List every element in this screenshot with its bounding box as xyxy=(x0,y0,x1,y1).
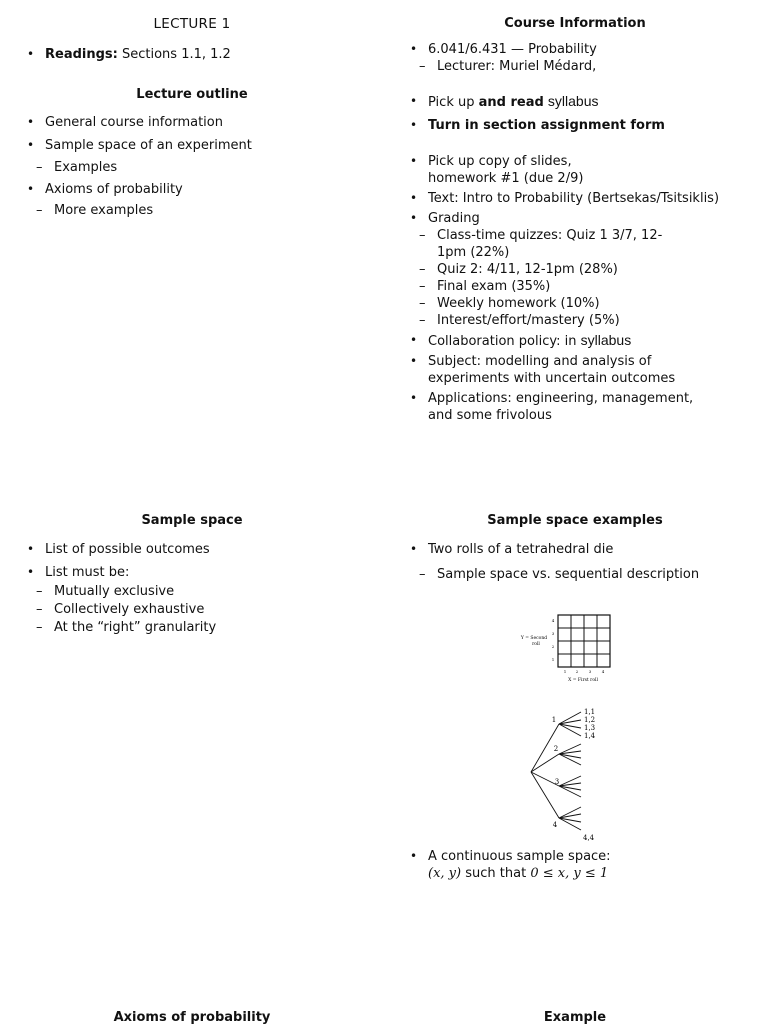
sample-space-item: • List of possible outcomes xyxy=(22,541,362,558)
continuous-inequality: 0 ≤ x, y ≤ 1 xyxy=(530,866,609,881)
subject xyxy=(405,353,745,387)
tree-branches xyxy=(531,712,581,830)
readings-label: Readings: xyxy=(45,47,118,62)
continuous-such-that: such that xyxy=(465,866,527,881)
tree-node-label: 3 xyxy=(554,778,560,786)
subject-line-2: experiments with uncertain outcomes xyxy=(428,371,676,386)
readings-value: Sections 1.1, 1.2 xyxy=(122,47,231,62)
tree-leaf-label: 4,4 xyxy=(583,834,595,842)
outline-subitem: – More examples xyxy=(22,202,362,219)
pickup-syllabus xyxy=(405,93,745,111)
subject-line-1: Subject: modelling and analysis of xyxy=(428,354,652,369)
tree-node-label: 4 xyxy=(552,821,558,829)
grading-item: – Interest/effort/mastery (5%) xyxy=(405,312,745,329)
continuous-line-1: A continuous sample space: xyxy=(428,849,611,864)
sample-space-subitem: – Mutually exclusive xyxy=(22,583,362,600)
outline-item: • General course information xyxy=(22,114,362,131)
example-title: Example xyxy=(543,1010,607,1025)
grid-y-tick: 2 xyxy=(551,644,555,649)
tree-leaf-label: 1,4 xyxy=(584,732,596,740)
collab-syllabus: syllabus xyxy=(580,332,632,348)
pickup-text: Pick up xyxy=(428,95,475,110)
course-title: Course Information xyxy=(504,16,646,31)
applications xyxy=(405,390,745,424)
panel-sample-space xyxy=(22,511,362,636)
collab-text: Collaboration policy: in xyxy=(428,334,577,349)
grading-item: – Weekly homework (10%) xyxy=(405,295,745,312)
grid-x-tick: 1 xyxy=(563,669,567,674)
turn-in-form xyxy=(405,117,745,134)
and-read-text: and read xyxy=(478,95,544,110)
outline-item: • Sample space of an experiment xyxy=(22,137,362,154)
lecturer: – Lecturer: Muriel Médard, xyxy=(405,58,745,75)
grid-y-tick: 3 xyxy=(551,631,555,636)
grading-quiz1: Class-time quizzes: Quiz 1 3/7, 12- xyxy=(437,228,663,243)
grid-x-tick: 3 xyxy=(588,669,592,674)
outline-item: • Axioms of probability xyxy=(22,181,362,198)
tree-leaf-label: 1,3 xyxy=(584,724,596,732)
textbook: • Text: Intro to Probability (Bertsekas/Tsitsiklis) xyxy=(405,190,745,207)
sample-space-subitem: – Collectively exhaustive xyxy=(22,601,362,618)
grading-item: – Quiz 2: 4/11, 12-1pm (28%) xyxy=(405,261,745,278)
examples-item: • Two rolls of a tetrahedral die xyxy=(405,541,745,558)
sample-space-grid-figure xyxy=(405,605,745,685)
readings-item xyxy=(22,46,362,63)
grid-x-tick: 2 xyxy=(575,669,579,674)
tree-node-label: 1 xyxy=(551,716,557,724)
examples-title: Sample space examples xyxy=(487,513,663,528)
lecture-title: LECTURE 1 xyxy=(153,16,231,32)
sample-space-item: • List must be: xyxy=(22,564,362,581)
grading-quiz1-pct: 1pm (22%) xyxy=(437,245,510,260)
tree-node-label: 2 xyxy=(553,745,559,753)
continuous-xy: (x, y) xyxy=(428,866,462,881)
sequential-tree-figure xyxy=(405,705,745,845)
pickup-slides xyxy=(405,153,745,187)
collaboration-policy xyxy=(405,332,745,350)
grading-item: – Final exam (35%) xyxy=(405,278,745,295)
panel-lecture-1 xyxy=(22,14,362,219)
panel-course-information xyxy=(405,14,745,424)
grid-x-label: X = First roll xyxy=(568,678,598,683)
tree-leaf-label: 1,2 xyxy=(584,716,596,724)
outline-subitem: – Examples xyxy=(22,159,362,176)
grid-y-label-2: roll xyxy=(532,642,540,647)
grading: • Grading xyxy=(405,210,745,227)
syllabus-text: syllabus xyxy=(547,93,599,109)
apps-line-1: Applications: engineering, management, xyxy=(428,391,694,406)
axioms-title: Axioms of probability xyxy=(113,1010,271,1025)
grid xyxy=(558,615,610,667)
panel-axioms xyxy=(22,1008,362,1028)
sample-space-subitem: – At the “right” granularity xyxy=(22,619,362,636)
slides-line-2: homework #1 (due 2/9) xyxy=(428,171,584,186)
outline-title: Lecture outline xyxy=(136,87,248,102)
turn-in-text: Turn in section assignment form xyxy=(428,118,665,133)
grid-y-tick: 1 xyxy=(551,657,555,662)
tree-leaf-label: 1,1 xyxy=(584,708,596,716)
grid-x-tick: 4 xyxy=(601,669,605,674)
grid-y-label-1: Y = Second xyxy=(520,636,548,641)
grid-y-tick: 4 xyxy=(551,618,555,623)
continuous-sample-space xyxy=(405,848,745,882)
slides-line-1: Pick up copy of slides, xyxy=(428,154,572,169)
sample-space-title: Sample space xyxy=(141,513,243,528)
grading-item xyxy=(405,227,745,261)
examples-subitem: – Sample space vs. sequential description xyxy=(405,566,745,583)
course-number: • 6.041/6.431 — Probability xyxy=(405,41,745,58)
apps-line-2: and some frivolous xyxy=(428,408,552,423)
panel-sample-space-examples xyxy=(405,511,745,881)
panel-example xyxy=(405,1008,745,1028)
